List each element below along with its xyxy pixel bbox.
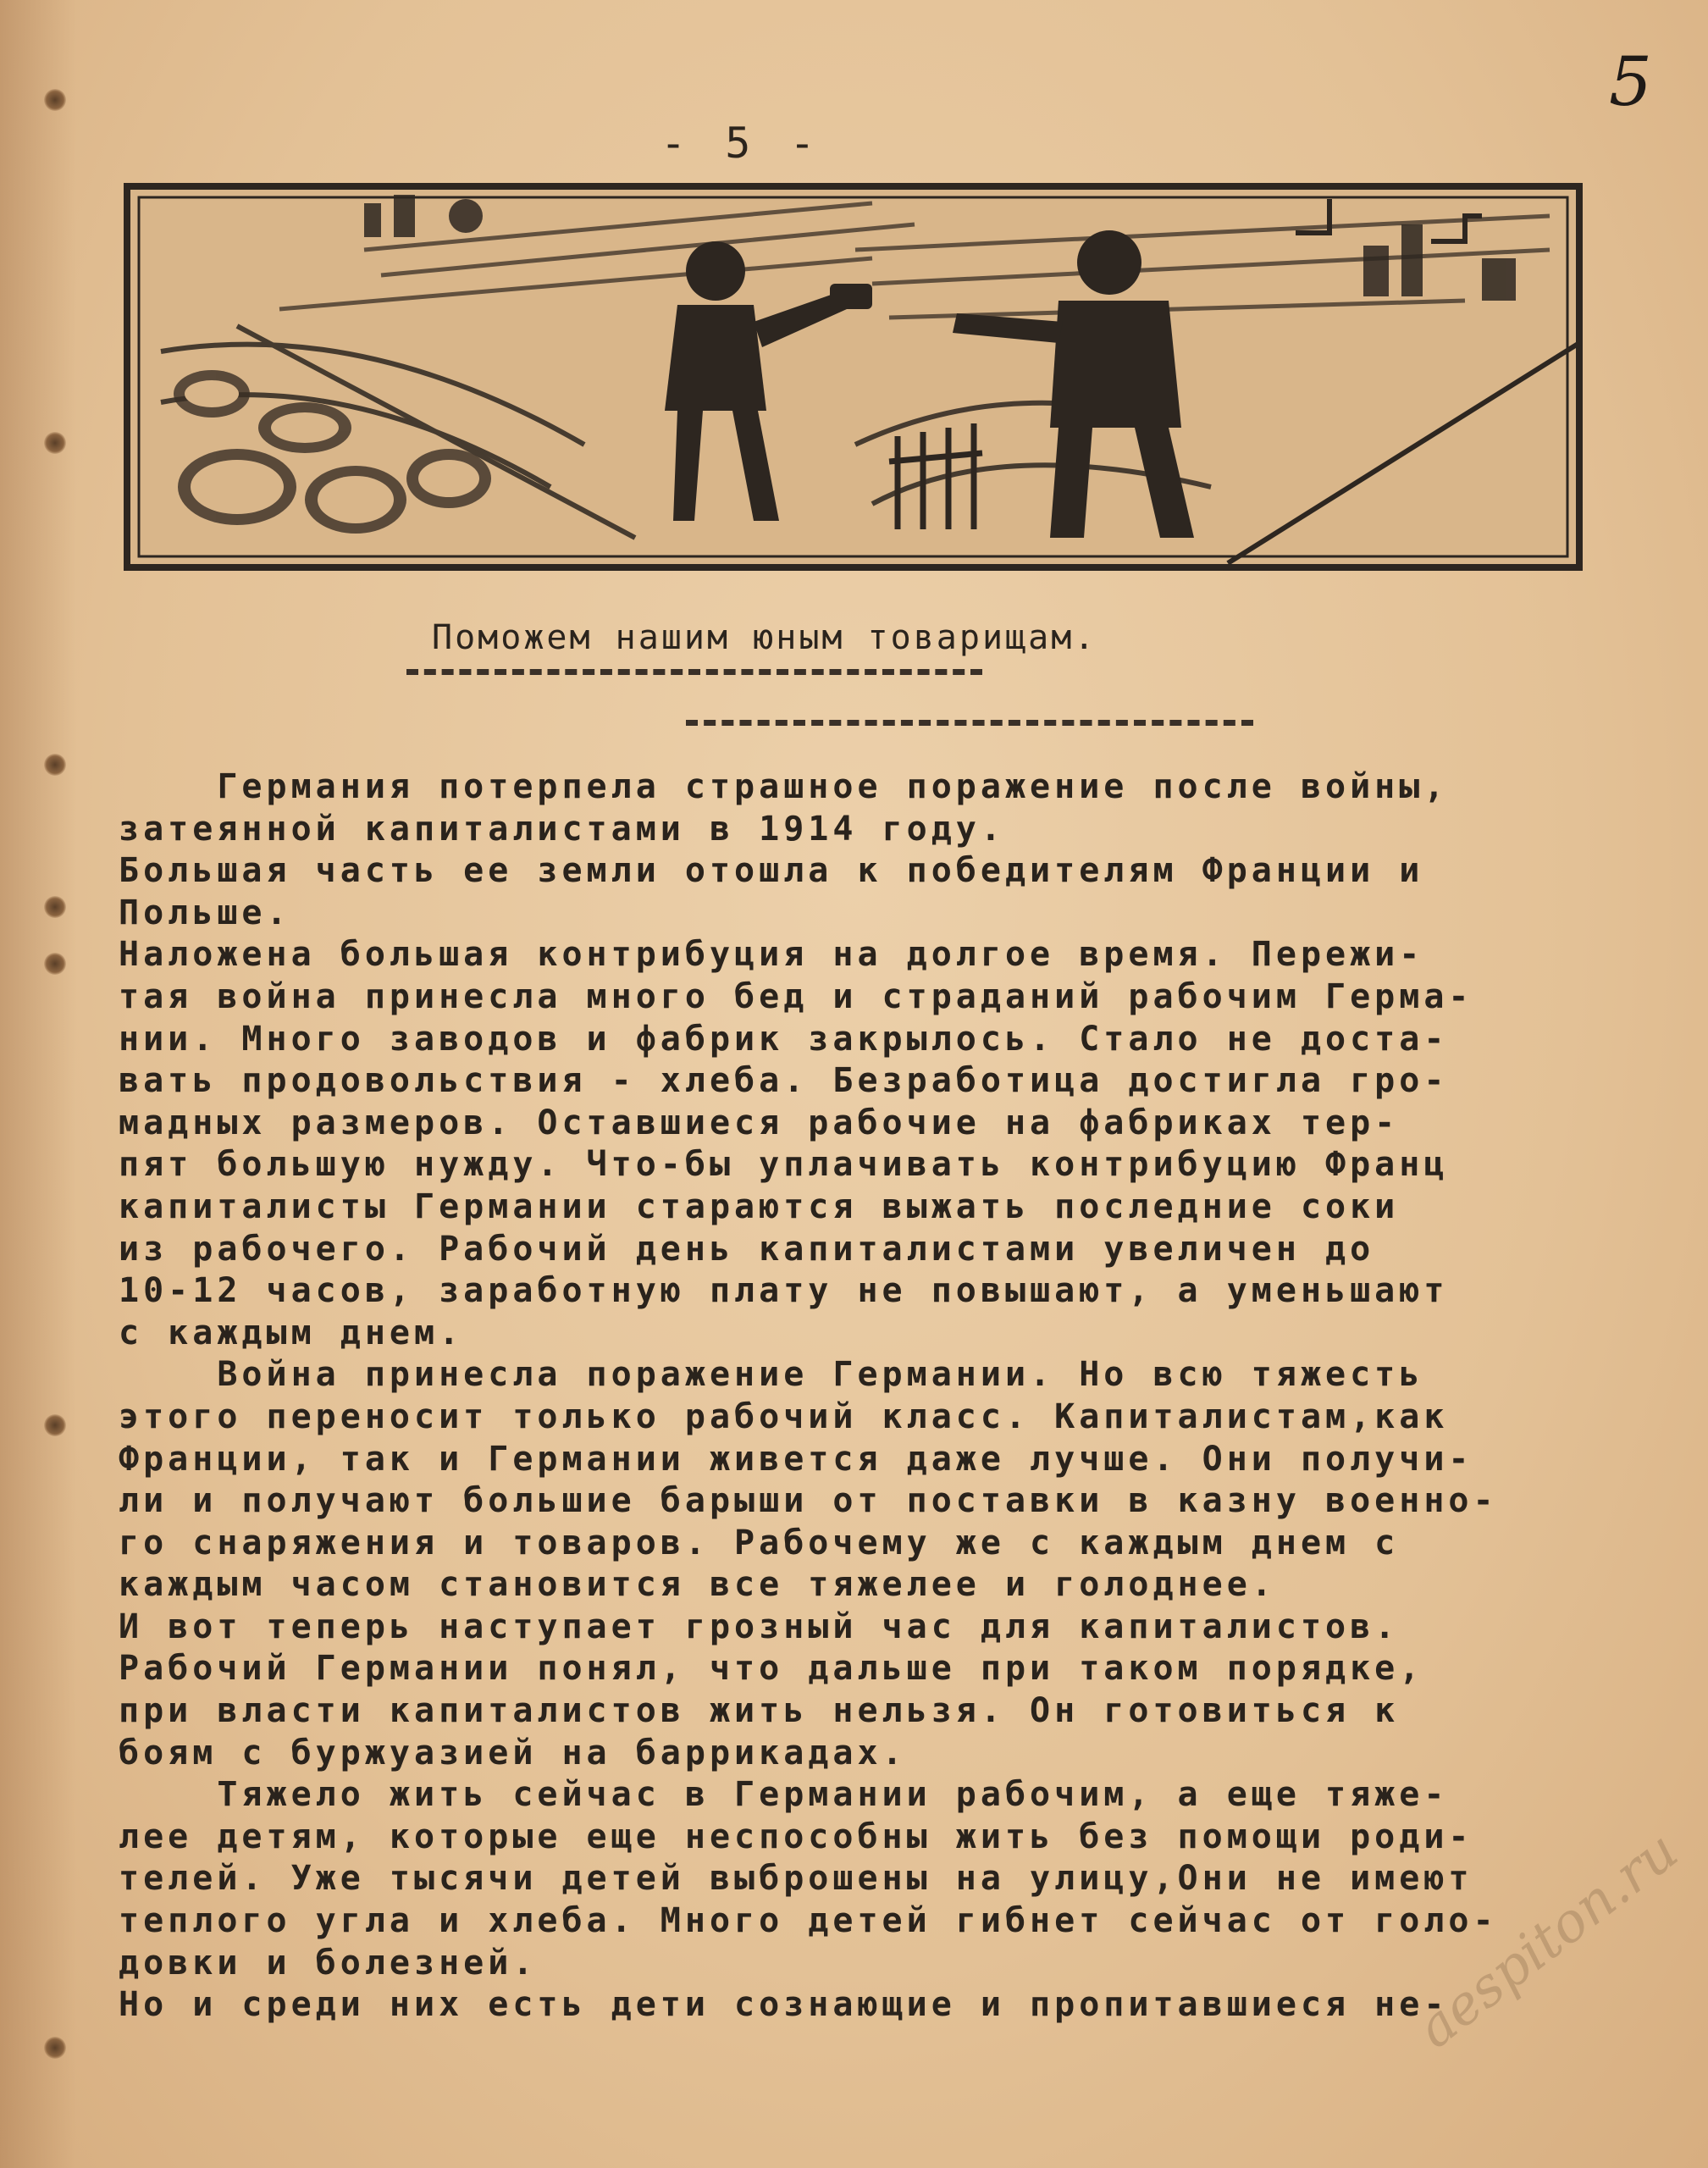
text-line: ли и получают большие барыши от поставки в казну военно- bbox=[119, 1481, 1498, 1521]
text-line: Франции, так и Германии живется даже лучше. Они получи- bbox=[119, 1439, 1473, 1479]
text-line: нии. Много заводов и фабрик закрылось. Стало не доста- bbox=[119, 1019, 1449, 1059]
text-line: тая война принесла много бед и страданий рабочим Герма- bbox=[119, 976, 1473, 1016]
text-line: затеянной капиталистами в 1914 году. bbox=[119, 809, 1005, 849]
text-line: Рабочий Германии понял, что дальше при таком порядке, bbox=[119, 1649, 1424, 1689]
text-line: 10-12 часов, заработную плату не повышают, а уменьшают bbox=[119, 1271, 1449, 1311]
punch-hole bbox=[44, 2037, 66, 2059]
punch-hole bbox=[44, 1414, 66, 1436]
site-watermark: aespiton.ru bbox=[1406, 1819, 1690, 2061]
text-line: мадных размеров. Оставшиеся рабочие на фабриках тер- bbox=[119, 1103, 1400, 1142]
punch-hole bbox=[44, 754, 66, 776]
text-line: этого переносит только рабочий класс. Капиталистам,как bbox=[119, 1396, 1449, 1436]
text-line: пят большую нужду. Что-бы уплачивать контрибуцию Франц bbox=[119, 1145, 1449, 1185]
text-line: каждым часом становится все тяжелее и голоднее. bbox=[119, 1565, 1276, 1605]
text-line: Германия потерпела страшное поражение после войны, bbox=[119, 767, 1449, 806]
text-line: Наложена большая контрибуция на долгое время. Пережи- bbox=[119, 935, 1424, 975]
text-line: из рабочего. Рабочий день капиталистами увеличен до bbox=[119, 1229, 1375, 1269]
text-line: с каждым днем. bbox=[119, 1313, 464, 1352]
punch-hole bbox=[44, 953, 66, 975]
text-line: телей. Уже тысячи детей выброшены на улицу,Они не имеют bbox=[119, 1859, 1473, 1899]
dashed-divider bbox=[686, 720, 1253, 733]
dashed-divider bbox=[406, 669, 982, 682]
text-line: Но и среди них есть дети сознающие и пропитавшиеся не- bbox=[119, 1985, 1449, 2025]
text-line: И вот теперь наступает грозный час для капиталистов. bbox=[119, 1607, 1400, 1646]
text-line: го снаряжения и товаров. Рабочему же с каждым днем с bbox=[119, 1523, 1400, 1562]
paper-edge-shadow bbox=[0, 0, 76, 2168]
handwritten-page-number: 5 bbox=[1609, 42, 1652, 121]
text-line: Тяжело жить сейчас в Германии рабочим, а еще тяже- bbox=[119, 1775, 1449, 1815]
text-line: при власти капиталистов жить нельзя. Он готовиться к bbox=[119, 1691, 1400, 1731]
punch-hole bbox=[44, 896, 66, 918]
illustration-caption: Поможем нашим юным товарищам. bbox=[432, 618, 1097, 657]
text-line: теплого угла и хлеба. Много детей гибнет сейчас от голо- bbox=[119, 1901, 1498, 1941]
typed-page-number: - 5 - bbox=[661, 119, 822, 168]
text-line: Война принесла поражение Германии. Но всю тяжесть bbox=[119, 1355, 1424, 1395]
woodcut-illustration bbox=[110, 165, 1596, 589]
text-line: довки и болезней. bbox=[119, 1943, 538, 1983]
article-body bbox=[119, 766, 1609, 2027]
text-line: Польше. bbox=[119, 893, 291, 932]
text-line: вать продовольствия - хлеба. Безработица достигла гро- bbox=[119, 1061, 1449, 1101]
punch-hole bbox=[44, 432, 66, 454]
punch-hole bbox=[44, 89, 66, 111]
text-line: лее детям, которые еще неспособны жить без помощи роди- bbox=[119, 1817, 1473, 1856]
text-line: капиталисты Германии стараются выжать последние соки bbox=[119, 1186, 1400, 1226]
text-line: Большая часть ее земли отошла к победителям Франции и bbox=[119, 851, 1424, 891]
text-line: боям с буржуазией на баррикадах. bbox=[119, 1733, 907, 1773]
